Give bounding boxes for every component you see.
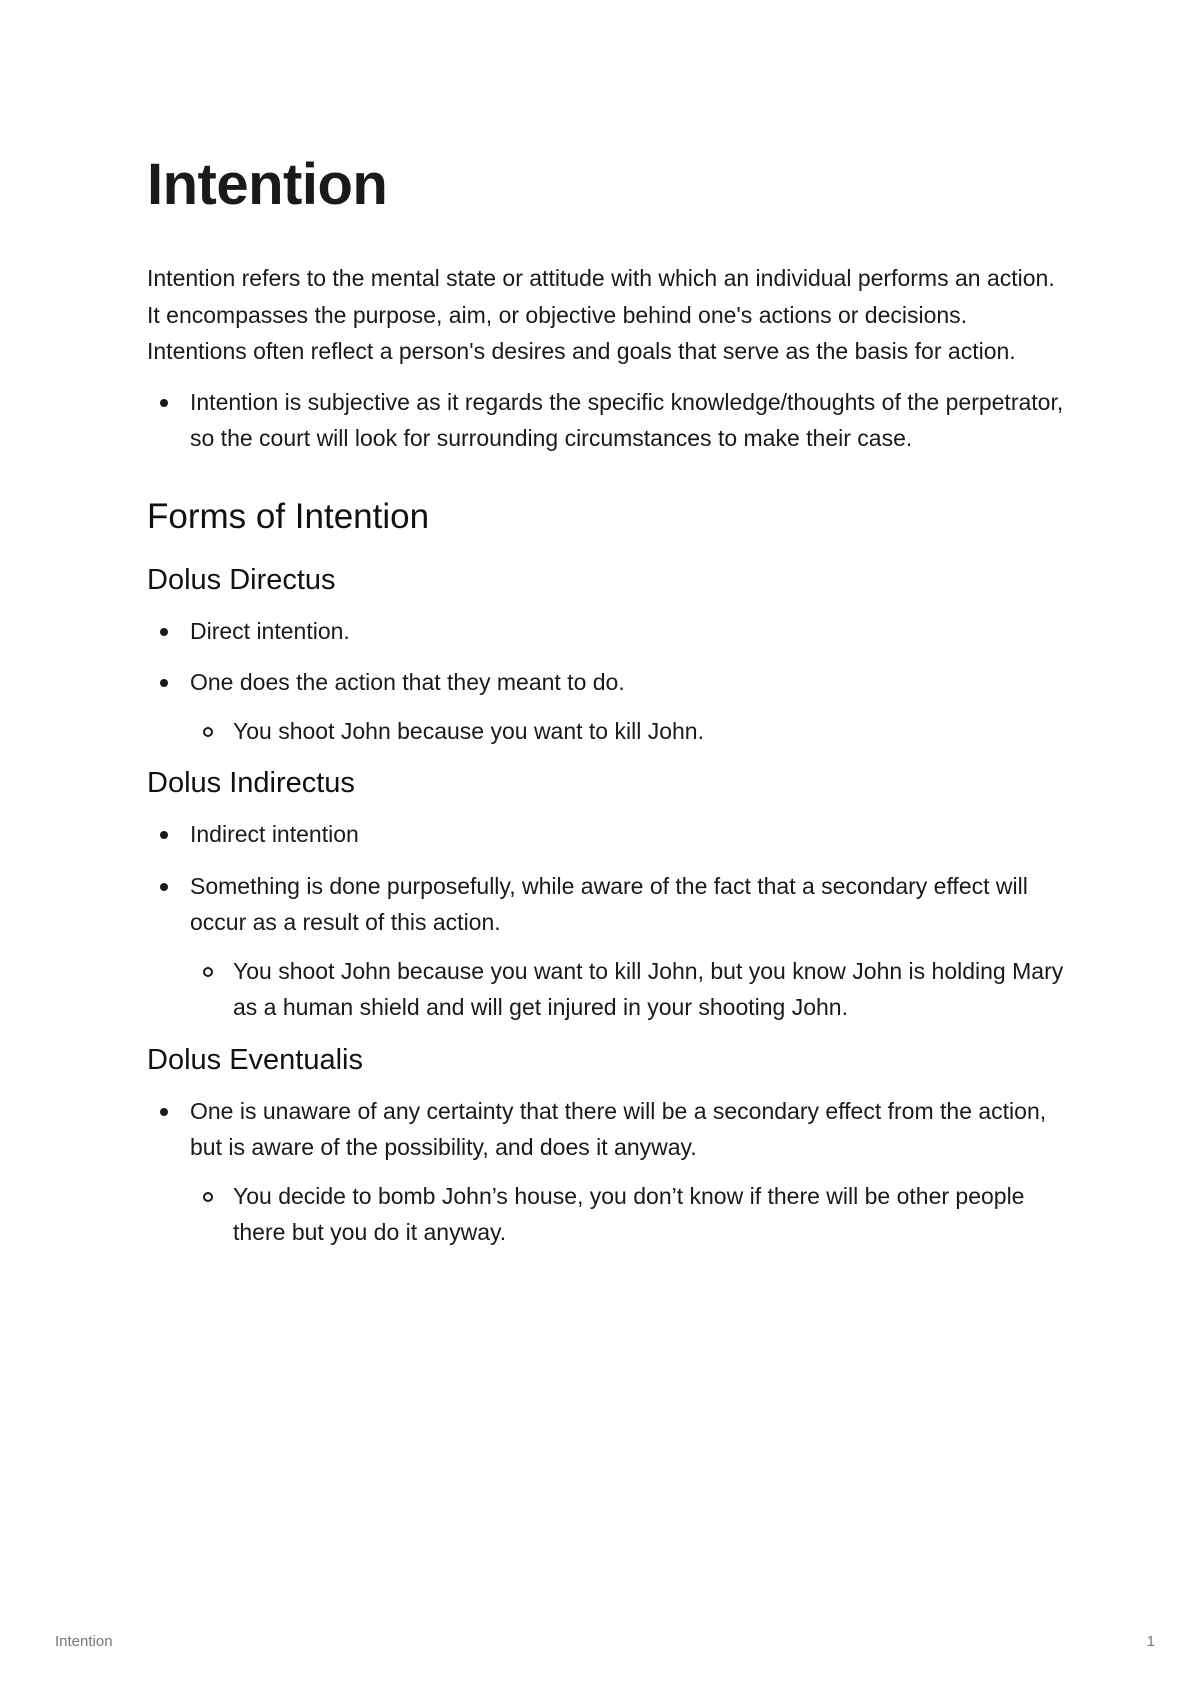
- indirectus-bullet-list: [147, 816, 1067, 1026]
- hollow-bullet-icon: [203, 967, 213, 977]
- section-heading-forms: Forms of Intention: [147, 496, 430, 536]
- list-item-text: Something is done purposefully, while aware of the fact that a secondary effect will occur as a result of this action.: [190, 872, 1028, 935]
- list-item-text: One is unaware of any certainty that there will be a secondary effect from the action, but is aware of the possibility, and does it anyway.: [190, 1097, 1047, 1160]
- subheading-dolus-directus: Dolus Directus: [147, 563, 336, 596]
- indirectus-sub-list: [190, 953, 1067, 1026]
- subheading-dolus-indirectus: Dolus Indirectus: [147, 767, 355, 799]
- list-item: [147, 868, 1067, 1026]
- list-item-text: Direct intention.: [190, 617, 350, 644]
- sub-list-item: [190, 1178, 1067, 1251]
- list-item-text: Indirect intention: [190, 821, 359, 847]
- footer-page-number: 1: [1146, 1633, 1155, 1650]
- sub-list-item-text: You shoot John because you want to kill John.: [233, 717, 704, 744]
- page-title: Intention: [147, 152, 388, 217]
- sub-list-item: [190, 953, 1067, 1026]
- bullet-dot-icon: [160, 831, 168, 839]
- eventualis-bullet-list: [147, 1093, 1067, 1251]
- list-item: [147, 664, 1067, 749]
- bullet-dot-icon: [160, 399, 168, 407]
- list-item: [147, 1093, 1067, 1251]
- list-item: [147, 613, 1067, 650]
- directus-sub-list: [190, 713, 1067, 750]
- intro-bullet-list: [147, 384, 1067, 457]
- sub-list-item: [190, 713, 1067, 750]
- intro-paragraph: Intention refers to the mental state or attitude with which an individual performs an action. It encompasses the purpose, aim, or objective behind one's actions or decisions. Intentions often reflect a person's desires and goals that serve as the basis for action.: [147, 265, 1055, 364]
- eventualis-sub-list: [190, 1178, 1067, 1251]
- sub-list-item-text: You decide to bomb John’s house, you don’t know if there will be other people there but you do it anyway.: [233, 1182, 1025, 1245]
- list-item-text: One does the action that they meant to do.: [190, 669, 625, 695]
- footer-doc-name: Intention: [55, 1633, 113, 1650]
- bullet-dot-icon: [160, 883, 168, 891]
- bullet-dot-icon: [160, 628, 168, 636]
- sub-list-item-text: You shoot John because you want to kill John, but you know John is holding Mary as a human shield and will get injured in your shooting John.: [233, 957, 1064, 1020]
- bullet-dot-icon: [160, 1108, 168, 1116]
- hollow-bullet-icon: [203, 727, 213, 737]
- document-page: [147, 150, 1067, 1266]
- bullet-dot-icon: [160, 679, 168, 687]
- list-item-text: Intention is subjective as it regards the specific knowledge/thoughts of the perpetrator, so the court will look for surrounding circumstances to make their case.: [190, 388, 1064, 451]
- directus-bullet-list: [147, 613, 1067, 750]
- subheading-dolus-eventualis: Dolus Eventualis: [147, 1043, 363, 1076]
- list-item: [147, 816, 1067, 853]
- hollow-bullet-icon: [203, 1192, 213, 1202]
- list-item: [147, 384, 1067, 457]
